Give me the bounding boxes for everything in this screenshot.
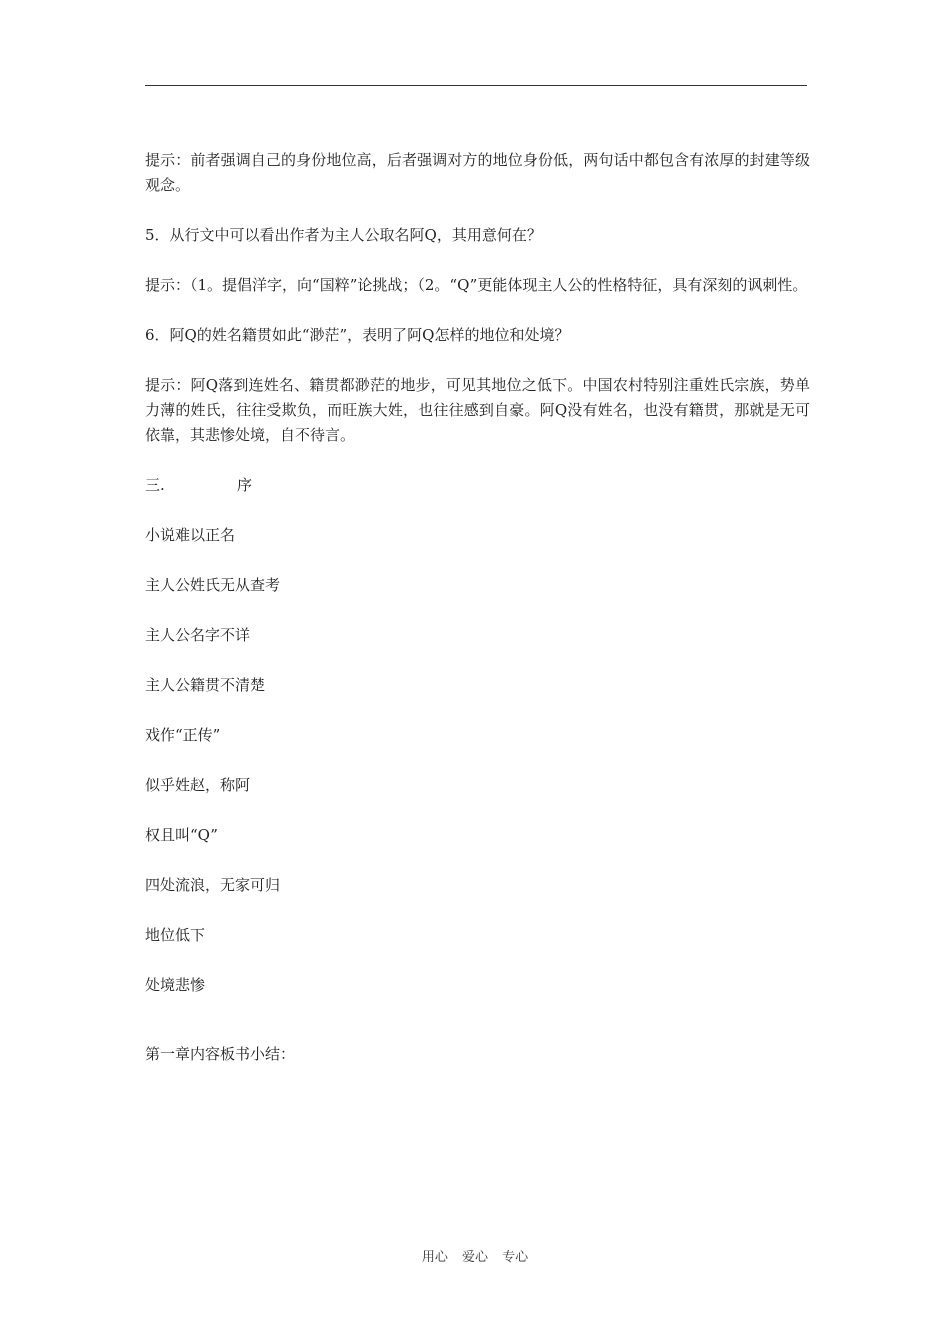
outline-item: 小说难以正名 — [145, 526, 236, 544]
hint-paragraph-1: 提示：前者强调自己的身份地位高，后者强调对方的地位身份低，两句话中都包含有浓厚的封建等级观念。 — [145, 151, 810, 194]
outline-item: 主人公籍贯不清楚 — [145, 676, 266, 694]
question-5: 5．从行文中可以看出作者为主人公取名阿Q，其用意何在？ — [145, 226, 542, 244]
outline-item: 主人公名字不详 — [145, 626, 251, 644]
section-title: 序 — [237, 476, 253, 494]
outline-item: 似乎姓赵，称阿 — [145, 776, 251, 794]
outline-item: 权且叫“Q” — [145, 826, 218, 844]
section-number: 三. — [145, 476, 165, 494]
page-footer: 用心 爱心 专心 — [421, 1250, 529, 1265]
hint-paragraph-3: 提示：阿Q落到连姓名、籍贯都渺茫的地步，可见其地位之低下。中国农村特别注重姓氏宗族，势单力薄的姓氏，往往受欺负，而旺族大姓，也往往感到自豪。阿Q没有姓名，也没有籍贯，那就是无可依靠，其悲惨处境，自不待言。 — [145, 376, 810, 444]
document-body — [145, 148, 810, 1067]
outline-item: 主人公姓氏无从查考 — [145, 576, 281, 594]
outline-item: 戏作“正传” — [145, 726, 221, 744]
outline-item: 四处流浪，无家可归 — [145, 876, 281, 894]
outline-item: 处境悲惨 — [145, 976, 206, 994]
summary-label: 第一章内容板书小结： — [145, 1045, 296, 1063]
question-6: 6．阿Q的姓名籍贯如此“渺茫”，表明了阿Q怎样的地位和处境？ — [145, 326, 570, 344]
section-heading — [145, 473, 810, 498]
outline-item: 地位低下 — [145, 926, 206, 944]
header-rule — [145, 85, 807, 86]
hint-paragraph-2: 提示：（1。提倡洋字，向“国粹”论挑战；（2。“Q”更能体现主人公的性格特征，具有深刻的讽刺性。 — [145, 276, 808, 294]
